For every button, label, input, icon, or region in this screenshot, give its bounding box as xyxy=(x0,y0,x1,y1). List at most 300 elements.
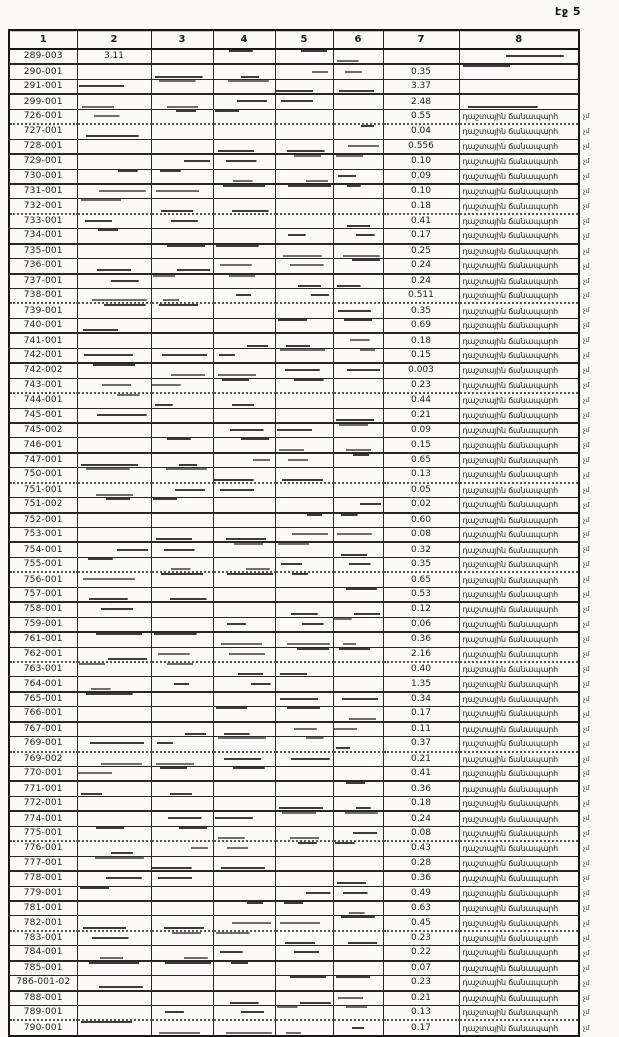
value-col2-cell xyxy=(77,274,151,289)
margin-note: չմ xyxy=(583,963,590,972)
empty-cell xyxy=(333,303,383,318)
empty-cell xyxy=(151,587,213,602)
empty-cell xyxy=(333,169,383,184)
empty-cell xyxy=(151,617,213,632)
land-use-cell xyxy=(459,79,579,94)
value-col2-cell xyxy=(77,587,151,602)
margin-note: չմ xyxy=(583,336,590,345)
margin-note: չմ xyxy=(583,978,590,987)
land-use-cell: դաշտային ճանապարհ xyxy=(459,886,579,901)
empty-cell xyxy=(213,587,275,602)
empty-cell xyxy=(333,378,383,393)
empty-cell xyxy=(275,483,333,498)
empty-cell xyxy=(213,931,275,946)
area-value-cell: 0.41 xyxy=(383,767,459,782)
empty-cell xyxy=(333,274,383,289)
empty-cell xyxy=(275,931,333,946)
table-row xyxy=(9,169,615,184)
value-col2-cell xyxy=(77,184,151,199)
empty-cell xyxy=(275,274,333,289)
land-use-cell: դաշտային ճանապարհ xyxy=(459,348,579,363)
margin-note: չմ xyxy=(583,246,590,255)
value-col2-cell xyxy=(77,259,151,274)
value-col2-cell xyxy=(77,333,151,348)
parcel-id-cell: 726-001 xyxy=(9,109,77,124)
area-value-cell: 0.15 xyxy=(383,438,459,453)
parcel-id-cell: 734-001 xyxy=(9,229,77,244)
empty-cell xyxy=(275,826,333,841)
parcel-id-cell: 291-001 xyxy=(9,79,77,94)
empty-cell xyxy=(275,229,333,244)
empty-cell xyxy=(213,393,275,408)
table-row xyxy=(9,1020,615,1035)
table-row xyxy=(9,318,615,333)
empty-cell xyxy=(333,259,383,274)
table-row xyxy=(9,513,615,528)
empty-cell xyxy=(151,811,213,826)
area-value-cell: 0.21 xyxy=(383,408,459,423)
value-col2-cell xyxy=(77,169,151,184)
empty-cell xyxy=(151,542,213,557)
empty-cell xyxy=(275,333,333,348)
land-use-cell: դաշտային ճանապարհ xyxy=(459,154,579,169)
margin-note: չմ xyxy=(583,500,590,509)
parcel-id-cell: 781-001 xyxy=(9,901,77,916)
empty-cell xyxy=(333,244,383,259)
empty-cell xyxy=(333,139,383,154)
empty-cell xyxy=(275,572,333,587)
empty-cell xyxy=(275,244,333,259)
value-col2-cell xyxy=(77,423,151,438)
margin-note: չմ xyxy=(583,216,590,225)
empty-cell xyxy=(275,916,333,931)
margin-note xyxy=(579,94,615,109)
empty-cell xyxy=(151,408,213,423)
value-col2-cell xyxy=(77,79,151,94)
empty-cell xyxy=(275,602,333,617)
area-value-cell: 0.18 xyxy=(383,796,459,811)
empty-cell xyxy=(275,587,333,602)
parcel-id-cell: 731-001 xyxy=(9,184,77,199)
empty-cell xyxy=(333,767,383,782)
empty-cell xyxy=(213,572,275,587)
table-row xyxy=(9,274,615,289)
empty-cell xyxy=(333,916,383,931)
empty-cell xyxy=(151,647,213,662)
empty-cell xyxy=(275,408,333,423)
empty-cell xyxy=(333,483,383,498)
empty-cell xyxy=(213,916,275,931)
parcel-id-cell: 299-001 xyxy=(9,94,77,109)
land-use-cell: դաշտային ճանապարհ xyxy=(459,826,579,841)
empty-cell xyxy=(151,856,213,871)
empty-cell xyxy=(213,811,275,826)
empty-cell xyxy=(333,513,383,528)
value-col2-cell xyxy=(77,289,151,304)
empty-cell xyxy=(275,632,333,647)
parcel-id-cell: 765-001 xyxy=(9,692,77,707)
table-row xyxy=(9,991,615,1006)
empty-cell xyxy=(275,662,333,677)
parcel-id-cell: 770-001 xyxy=(9,767,77,782)
table-header xyxy=(9,30,615,49)
empty-cell xyxy=(275,79,333,94)
empty-cell xyxy=(213,781,275,796)
empty-cell xyxy=(213,483,275,498)
empty-cell xyxy=(275,64,333,79)
area-value-cell: 0.24 xyxy=(383,811,459,826)
table-row xyxy=(9,229,615,244)
empty-cell xyxy=(333,79,383,94)
land-use-cell: դաշտային ճանապարհ xyxy=(459,707,579,722)
area-value-cell: 0.07 xyxy=(383,961,459,976)
value-col2-cell xyxy=(77,572,151,587)
parcel-id-cell: 757-001 xyxy=(9,587,77,602)
col-header-3: 3 xyxy=(151,30,213,49)
table-row xyxy=(9,1006,615,1021)
value-col2-cell xyxy=(77,692,151,707)
empty-cell xyxy=(213,662,275,677)
value-col2-cell xyxy=(77,214,151,229)
margin-note: չմ xyxy=(583,1008,590,1017)
parcel-id-cell: 744-001 xyxy=(9,393,77,408)
empty-cell xyxy=(213,49,275,64)
empty-cell xyxy=(275,811,333,826)
empty-cell xyxy=(275,49,333,64)
empty-cell xyxy=(151,528,213,543)
land-use-cell: դաշտային ճանապարհ xyxy=(459,378,579,393)
land-use-cell: դաշտային ճանապարհ xyxy=(459,199,579,214)
area-value-cell: 2.16 xyxy=(383,647,459,662)
margin-note: չմ xyxy=(583,381,590,390)
parcel-id-cell: 290-001 xyxy=(9,64,77,79)
margin-note: չմ xyxy=(583,425,590,434)
land-use-cell: դաշտային ճանապարհ xyxy=(459,169,579,184)
empty-cell xyxy=(275,901,333,916)
empty-cell xyxy=(151,767,213,782)
empty-cell xyxy=(151,49,213,64)
empty-cell xyxy=(275,781,333,796)
area-value-cell: 0.32 xyxy=(383,542,459,557)
area-value-cell: 0.28 xyxy=(383,856,459,871)
table-row xyxy=(9,767,615,782)
area-value-cell: 0.17 xyxy=(383,707,459,722)
land-use-cell: դաշտային ճանապարհ xyxy=(459,318,579,333)
empty-cell xyxy=(151,289,213,304)
table-row xyxy=(9,662,615,677)
margin-note: չմ xyxy=(583,590,590,599)
value-col2-cell xyxy=(77,871,151,886)
margin-note xyxy=(579,64,615,79)
land-use-cell: դաշտային ճանապարհ xyxy=(459,528,579,543)
area-value-cell: 0.06 xyxy=(383,617,459,632)
empty-cell xyxy=(151,781,213,796)
land-use-cell: դաշտային ճանապարհ xyxy=(459,781,579,796)
area-value-cell: 0.45 xyxy=(383,916,459,931)
empty-cell xyxy=(333,811,383,826)
table-row xyxy=(9,617,615,632)
empty-cell xyxy=(213,408,275,423)
area-value-cell: 0.65 xyxy=(383,453,459,468)
empty-cell xyxy=(275,139,333,154)
land-use-cell: դաշտային ճանապարհ xyxy=(459,289,579,304)
empty-cell xyxy=(333,199,383,214)
area-value-cell: 0.04 xyxy=(383,124,459,139)
area-value-cell: 0.35 xyxy=(383,557,459,572)
margin-note xyxy=(579,49,615,64)
table-row xyxy=(9,109,615,124)
empty-cell xyxy=(151,79,213,94)
empty-cell xyxy=(213,513,275,528)
area-value-cell: 0.02 xyxy=(383,498,459,513)
area-value-cell: 0.09 xyxy=(383,169,459,184)
land-use-cell: դաշտային ճանապարհ xyxy=(459,871,579,886)
empty-cell xyxy=(275,767,333,782)
empty-cell xyxy=(213,109,275,124)
table-row xyxy=(9,602,615,617)
parcel-id-cell: 735-001 xyxy=(9,244,77,259)
area-value-cell: 0.63 xyxy=(383,901,459,916)
value-col2-cell xyxy=(77,811,151,826)
table-row xyxy=(9,333,615,348)
land-use-cell: դաշտային ճանապարհ xyxy=(459,1020,579,1035)
empty-cell xyxy=(275,528,333,543)
empty-cell xyxy=(151,677,213,692)
empty-cell xyxy=(151,916,213,931)
empty-cell xyxy=(213,722,275,737)
margin-note: չմ xyxy=(583,724,590,733)
margin-note: չմ xyxy=(583,515,590,524)
land-use-cell: դաշտային ճանապարհ xyxy=(459,438,579,453)
value-col2-cell xyxy=(77,199,151,214)
margin-note: չմ xyxy=(583,829,590,838)
value-col2-cell xyxy=(77,1006,151,1021)
margin-note xyxy=(579,79,615,94)
empty-cell xyxy=(333,468,383,483)
empty-cell xyxy=(151,1006,213,1021)
table-row xyxy=(9,692,615,707)
area-value-cell: 0.003 xyxy=(383,363,459,378)
margin-note: չմ xyxy=(583,620,590,629)
empty-cell xyxy=(151,393,213,408)
empty-cell xyxy=(333,64,383,79)
area-value-cell: 0.65 xyxy=(383,572,459,587)
empty-cell xyxy=(275,737,333,752)
table-row xyxy=(9,528,615,543)
empty-cell xyxy=(275,542,333,557)
land-use-cell: դաշտային ճանապարհ xyxy=(459,692,579,707)
empty-cell xyxy=(333,94,383,109)
table-row xyxy=(9,737,615,752)
col-header-2: 2 xyxy=(77,30,151,49)
value-col2-cell: 3.11 xyxy=(77,49,151,64)
margin-note: չմ xyxy=(583,709,590,718)
margin-note: չմ xyxy=(583,276,590,285)
table-row xyxy=(9,363,615,378)
empty-cell xyxy=(213,214,275,229)
empty-cell xyxy=(213,886,275,901)
value-col2-cell xyxy=(77,528,151,543)
empty-cell xyxy=(213,871,275,886)
empty-cell xyxy=(275,991,333,1006)
area-value-cell: 0.15 xyxy=(383,348,459,363)
value-col2-cell xyxy=(77,557,151,572)
land-use-cell: դաշտային ճանապարհ xyxy=(459,303,579,318)
margin-note: չմ xyxy=(583,396,590,405)
margin-note: չմ xyxy=(583,933,590,942)
area-value-cell: 0.43 xyxy=(383,841,459,856)
parcel-id-cell: 742-002 xyxy=(9,363,77,378)
area-value-cell: 0.37 xyxy=(383,737,459,752)
table-row xyxy=(9,796,615,811)
table-row xyxy=(9,587,615,602)
table-row xyxy=(9,139,615,154)
empty-cell xyxy=(151,348,213,363)
table-row xyxy=(9,199,615,214)
land-use-cell: դաշտային ճանապարհ xyxy=(459,722,579,737)
col-header-6: 6 xyxy=(333,30,383,49)
empty-cell xyxy=(275,1020,333,1035)
empty-cell xyxy=(333,976,383,991)
empty-cell xyxy=(333,124,383,139)
value-col2-cell xyxy=(77,632,151,647)
area-value-cell: 0.23 xyxy=(383,931,459,946)
empty-cell xyxy=(151,169,213,184)
margin-note: չմ xyxy=(583,261,590,270)
empty-cell xyxy=(333,572,383,587)
empty-cell xyxy=(275,318,333,333)
table-row xyxy=(9,289,615,304)
value-col2-cell xyxy=(77,408,151,423)
value-col2-cell xyxy=(77,931,151,946)
area-value-cell: 0.17 xyxy=(383,1020,459,1035)
area-value-cell: 0.10 xyxy=(383,184,459,199)
col-header-1: 1 xyxy=(9,30,77,49)
parcel-id-cell: 738-001 xyxy=(9,289,77,304)
area-value-cell: 0.13 xyxy=(383,468,459,483)
empty-cell xyxy=(213,423,275,438)
empty-cell xyxy=(151,692,213,707)
empty-cell xyxy=(333,826,383,841)
table-row xyxy=(9,722,615,737)
area-value-cell: 0.36 xyxy=(383,781,459,796)
empty-cell xyxy=(151,662,213,677)
land-use-cell: դաշտային ճանապարհ xyxy=(459,542,579,557)
value-col2-cell xyxy=(77,737,151,752)
col-header-8: 8 xyxy=(459,30,579,49)
value-col2-cell xyxy=(77,647,151,662)
value-col2-cell xyxy=(77,722,151,737)
empty-cell xyxy=(213,602,275,617)
margin-note: չմ xyxy=(583,874,590,883)
land-use-cell: դաշտային ճանապարհ xyxy=(459,856,579,871)
area-value-cell: 0.36 xyxy=(383,632,459,647)
area-value-cell: 0.55 xyxy=(383,109,459,124)
table-row xyxy=(9,154,615,169)
parcel-id-cell: 751-002 xyxy=(9,498,77,513)
empty-cell xyxy=(151,871,213,886)
land-use-cell: դաշտային ճանապարհ xyxy=(459,961,579,976)
margin-note: չմ xyxy=(583,485,590,494)
parcel-id-cell: 739-001 xyxy=(9,303,77,318)
empty-cell xyxy=(333,49,383,64)
margin-note: չմ xyxy=(583,321,590,330)
margin-note: չմ xyxy=(583,918,590,927)
table-row xyxy=(9,453,615,468)
parcel-id-cell: 786-001-02 xyxy=(9,976,77,991)
parcel-id-cell: 752-001 xyxy=(9,513,77,528)
empty-cell xyxy=(275,109,333,124)
empty-cell xyxy=(151,184,213,199)
value-col2-cell xyxy=(77,542,151,557)
empty-cell xyxy=(333,647,383,662)
land-use-cell: դաշտային ճանապարհ xyxy=(459,498,579,513)
empty-cell xyxy=(275,976,333,991)
table-row xyxy=(9,542,615,557)
parcel-id-cell: 741-001 xyxy=(9,333,77,348)
value-col2-cell xyxy=(77,363,151,378)
value-col2-cell xyxy=(77,438,151,453)
margin-note: չմ xyxy=(583,605,590,614)
parcel-id-cell: 774-001 xyxy=(9,811,77,826)
header-row xyxy=(9,30,615,49)
empty-cell xyxy=(333,393,383,408)
margin-note: չմ xyxy=(583,844,590,853)
empty-cell xyxy=(275,94,333,109)
area-value-cell: 0.05 xyxy=(383,483,459,498)
empty-cell xyxy=(151,303,213,318)
empty-cell xyxy=(213,692,275,707)
empty-cell xyxy=(151,139,213,154)
land-use-cell: դաշտային ճանապարհ xyxy=(459,408,579,423)
empty-cell xyxy=(275,707,333,722)
empty-cell xyxy=(213,378,275,393)
land-use-cell: դաշտային ճանապարհ xyxy=(459,393,579,408)
margin-note: չմ xyxy=(583,470,590,479)
empty-cell xyxy=(213,737,275,752)
margin-note: չմ xyxy=(583,127,590,136)
empty-cell xyxy=(151,826,213,841)
table-row xyxy=(9,752,615,767)
empty-cell xyxy=(213,94,275,109)
empty-cell xyxy=(213,199,275,214)
empty-cell xyxy=(333,901,383,916)
empty-cell xyxy=(213,528,275,543)
empty-cell xyxy=(333,752,383,767)
area-value-cell: 0.18 xyxy=(383,333,459,348)
empty-cell xyxy=(213,856,275,871)
empty-cell xyxy=(333,662,383,677)
table-row xyxy=(9,408,615,423)
parcel-id-cell: 740-001 xyxy=(9,318,77,333)
margin-note: չմ xyxy=(583,903,590,912)
value-col2-cell xyxy=(77,886,151,901)
margin-note: չմ xyxy=(583,530,590,539)
value-col2-cell xyxy=(77,94,151,109)
table-row xyxy=(9,64,615,79)
area-value-cell: 0.17 xyxy=(383,229,459,244)
land-use-cell: դաշտային ճանապարհ xyxy=(459,931,579,946)
parcel-id-cell: 767-001 xyxy=(9,722,77,737)
margin-note: չմ xyxy=(583,231,590,240)
empty-cell xyxy=(275,303,333,318)
parcel-id-cell: 779-001 xyxy=(9,886,77,901)
table-row xyxy=(9,483,615,498)
empty-cell xyxy=(275,1006,333,1021)
empty-cell xyxy=(151,632,213,647)
empty-cell xyxy=(275,363,333,378)
area-value-cell: 0.511 xyxy=(383,289,459,304)
